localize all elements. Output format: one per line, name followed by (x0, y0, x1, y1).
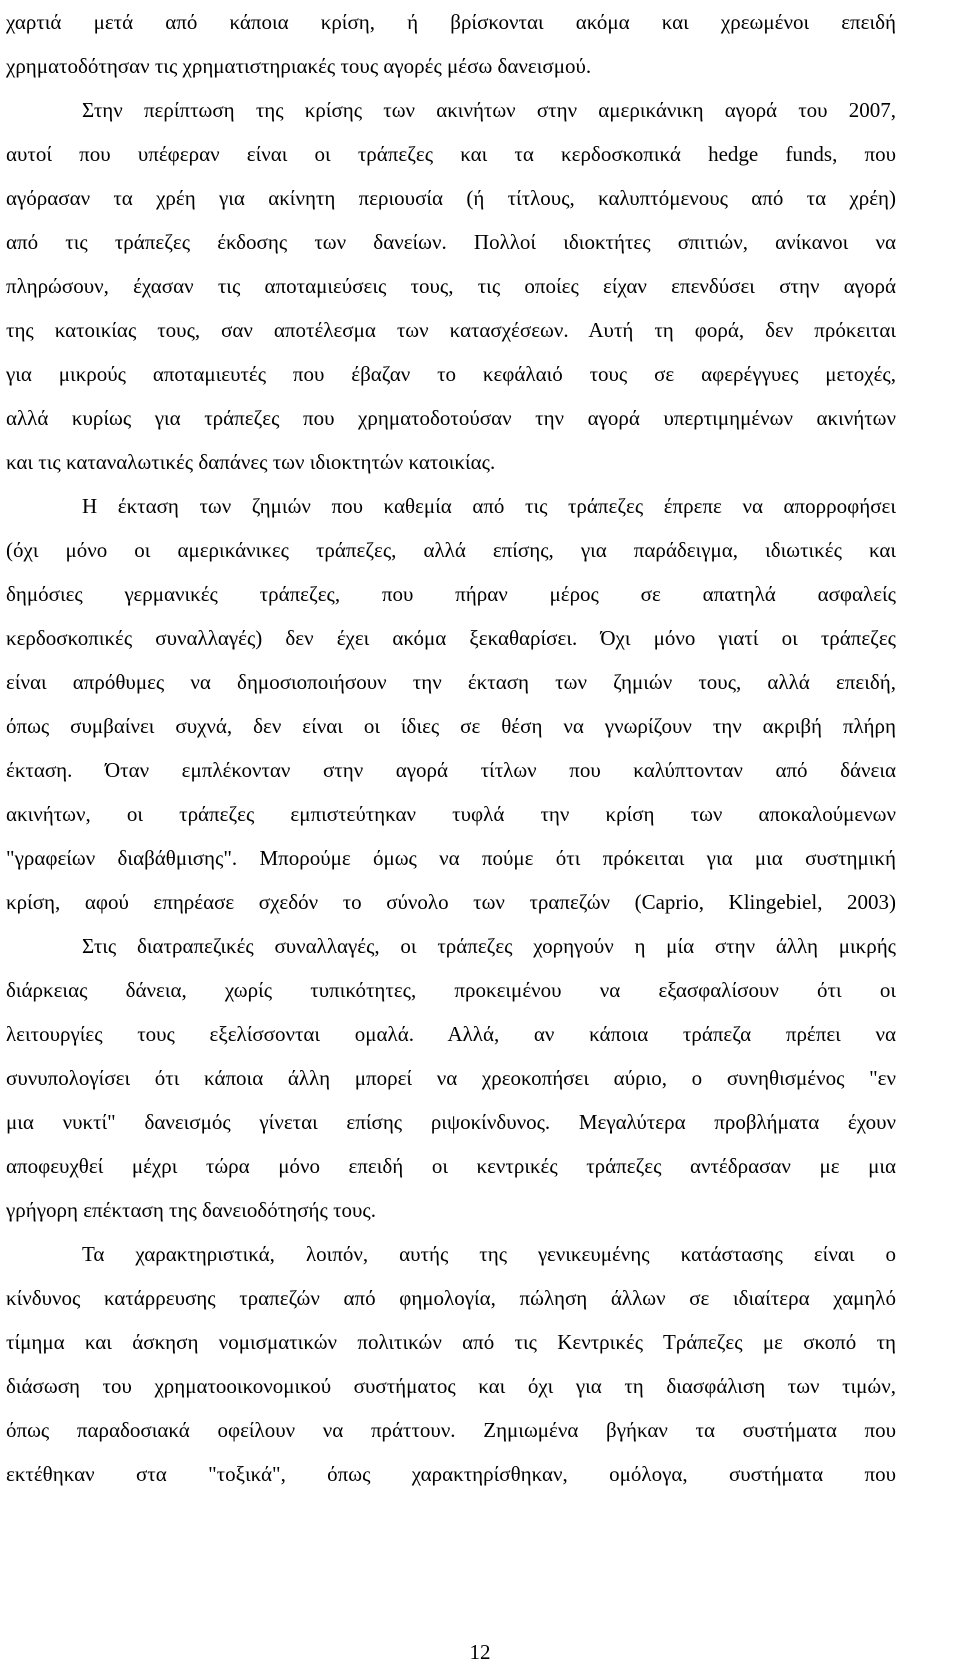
text-line: ακινήτων, οι τράπεζες εμπιστεύτηκαν τυφλά την κρίση των αποκαλούμενων (6, 802, 896, 826)
text-line: αγόρασαν τα χρέη για ακίνητη περιουσία (ή τίτλους, καλυπτόμενους από τα χρέη) (6, 186, 896, 210)
body-text (6, 0, 896, 1496)
text-line: από τις τράπεζες έκδοσης των δανείων. Πολλοί ιδιοκτήτες σπιτιών, ανίκανοι να (6, 230, 896, 254)
text-line: γρήγορη επέκταση της δανειοδότησής τους. (6, 1198, 376, 1222)
text-line: πληρώσουν, έχασαν τις αποταμιεύσεις τους, τις οποίες είχαν επενδύσει στην αγορά (6, 274, 896, 298)
text-line: και τις καταναλωτικές δαπάνες των ιδιοκτητών κατοικίας. (6, 450, 496, 474)
text-line: όπως συμβαίνει συχνά, δεν είναι οι ίδιες σε θέση να γνωρίζουν την ακριβή πλήρη (6, 714, 896, 738)
text-line: διάσωση του χρηματοοικονομικού συστήματος και όχι για τη διασφάλιση των τιμών, (6, 1374, 896, 1398)
text-line: Στις διατραπεζικές συναλλαγές, οι τράπεζες χορηγούν η μία στην άλλη μικρής (82, 934, 896, 958)
text-line: λειτουργίες τους εξελίσσονται ομαλά. Αλλά, αν κάποια τράπεζα πρέπει να (6, 1022, 896, 1046)
text-line: αποφευχθεί μέχρι τώρα μόνο επειδή οι κεντρικές τράπεζες αντέδρασαν με μια (6, 1154, 896, 1178)
text-line: κρίση, αφού επηρέασε σχεδόν το σύνολο των τραπεζών (Caprio, Klingebiel, 2003) (6, 890, 896, 914)
text-line: χρηματοδότησαν τις χρηματιστηριακές τους αγορές μέσω δανεισμού. (6, 54, 592, 78)
text-line: (όχι μόνο οι αμερικάνικες τράπεζες, αλλά επίσης, για παράδειγμα, ιδιωτικές και (6, 538, 896, 562)
text-line: αλλά κυρίως για τράπεζες που χρηματοδοτούσαν την αγορά υπερτιμημένων ακινήτων (6, 406, 896, 430)
text-line: κερδοσκοπικές συναλλαγές) δεν έχει ακόμα ξεκαθαρίσει. Όχι μόνο γιατί οι τράπεζες (6, 626, 896, 650)
text-line: μια νυκτί" δανεισμός γίνεται επίσης ριψοκίνδυνος. Μεγαλύτερα προβλήματα έχουν (6, 1110, 896, 1134)
text-line: Η έκταση των ζημιών που καθεμία από τις τράπεζες έπρεπε να απορροφήσει (82, 494, 896, 518)
text-line: τίμημα και άσκηση νομισματικών πολιτικών από τις Κεντρικές Τράπεζες με σκοπό τη (6, 1330, 896, 1354)
text-line: "γραφείων διαβάθμισης". Μπορούμε όμως να πούμε ότι πρόκειται για μια συστημική (6, 846, 896, 870)
text-line: συνυπολογίσει ότι κάποια άλλη μπορεί να χρεοκοπήσει αύριο, ο συνηθισμένος "εν (6, 1066, 896, 1090)
text-line: Τα χαρακτηριστικά, λοιπόν, αυτής της γενικευμένης κατάστασης είναι ο (82, 1242, 896, 1266)
page-number: 12 (469, 1640, 491, 1664)
text-line: της κατοικίας τους, σαν αποτέλεσμα των κατασχέσεων. Αυτή τη φορά, δεν πρόκειται (6, 318, 896, 342)
text-line: διάρκειας δάνεια, χωρίς τυπικότητες, προκειμένου να εξασφαλίσουν ότι οι (6, 978, 896, 1002)
text-line: Στην περίπτωση της κρίσης των ακινήτων στην αμερικάνικη αγορά του 2007, (82, 98, 896, 122)
text-line: κίνδυνος κατάρρευσης τραπεζών από φημολογία, πώληση άλλων σε ιδιαίτερα χαμηλό (6, 1286, 896, 1310)
text-line: είναι απρόθυμες να δημοσιοποιήσουν την έκταση των ζημιών τους, αλλά επειδή, (6, 670, 896, 694)
text-line: έκταση. Όταν εμπλέκονταν στην αγορά τίτλων που καλύπτονταν από δάνεια (6, 758, 896, 782)
text-line: δημόσιες γερμανικές τράπεζες, που πήραν μέρος σε απατηλά ασφαλείς (6, 582, 896, 606)
text-line: εκτέθηκαν στα "τοξικά", όπως χαρακτηρίσθηκαν, ομόλογα, συστήματα που (6, 1462, 896, 1486)
text-line: για μικρούς αποταμιευτές που έβαζαν το κεφάλαιό τους σε αφερέγγυες μετοχές, (6, 362, 896, 386)
text-line: αυτοί που υπέφεραν είναι οι τράπεζες και τα κερδοσκοπικά hedge funds, που (6, 142, 896, 166)
text-line: χαρτιά μετά από κάποια κρίση, ή βρίσκονται ακόμα και χρεωμένοι επειδή (6, 10, 896, 34)
text-line: όπως παραδοσιακά οφείλουν να πράττουν. Ζημιωμένα βγήκαν τα συστήματα που (6, 1418, 896, 1442)
